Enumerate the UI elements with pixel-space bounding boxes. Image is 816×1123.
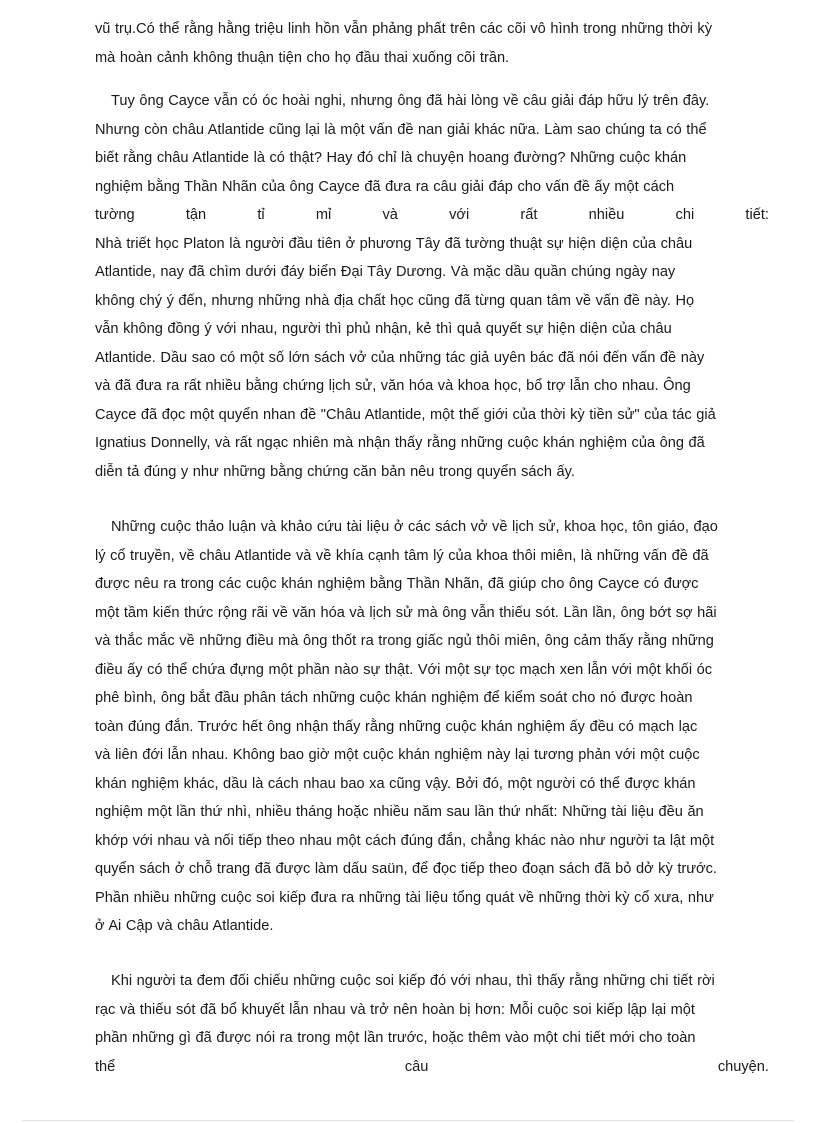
paragraph-line: Atlantide, nay đã chìm dưới đáy biển Đại Tây Dương. Và mặc dầu quần chúng ngày nay	[95, 264, 676, 280]
paragraph-line: mà hoàn cảnh không thuận tiện cho họ đầu thai xuống cõi trần.	[95, 49, 510, 66]
paragraph-line: diễn tả đúng y như những bằng chứng căn bản nêu trong quyển sách ấy.	[95, 463, 575, 480]
paragraph-line: một tầm kiến thức rộng rãi về văn hóa và lịch sử mà ông vẫn thiếu sót. Lần lần, ông bớt sợ hãi	[95, 604, 717, 621]
paragraph-line: phần những gì đã được nói ra trong một lần trước, hoặc thêm vào một chi tiết mới cho toàn	[95, 1030, 696, 1046]
paragraph-line: không chý ý đến, nhưng những nhà địa chất học cũng đã từng quan tâm về vấn đề này. Họ	[95, 292, 695, 309]
word: thể	[95, 1058, 116, 1075]
paragraph-line: khớp với nhau và nối tiếp theo nhau một cách đúng đắn, chẳng khác nào như người ta lật một	[95, 832, 715, 849]
paragraph-line: điều ấy có thể chứa đựng một phần nào sự thật. Với một sự tọc mạch xen lẫn với một khối óc	[95, 661, 713, 678]
paragraph-3	[95, 513, 769, 941]
justified-line	[95, 1053, 769, 1082]
word: tỉ	[257, 207, 265, 223]
justified-line	[95, 201, 769, 230]
word: và	[382, 207, 398, 223]
paragraph-line: vũ trụ.Có thể rằng hằng triệu linh hồn vẫn phảng phất trên các cõi vô hình trong những thời kỳ	[95, 21, 713, 37]
page-bottom-divider	[22, 1120, 794, 1121]
paragraph-line: và thắc mắc về những điều mà ông thốt ra trong giấc ngủ thôi miên, ông cảm thấy rằng những	[95, 633, 714, 649]
paragraph-line: Tuy ông Cayce vẫn có óc hoài nghi, nhưng ông đã hài lòng về câu giải đáp hữu lý trên đây.	[111, 93, 710, 109]
paragraph-line: lý cổ truyền, về châu Atlantide và về khía cạnh tâm lý của khoa thôi miên, là những vấn đề đã	[95, 547, 709, 564]
paragraph-line: và đã đưa ra rất nhiều bằng chứng lịch sử, văn hóa và khoa học, bổ trợ lẫn cho nhau. Ông	[95, 378, 691, 394]
word: nhiều	[588, 207, 625, 223]
paragraph-line: nghiệm bằng Thần Nhãn của ông Cayce đã đưa ra câu giải đáp cho vấn đề ấy một cách	[95, 178, 675, 195]
paragraph-line: rạc và thiếu sót đã bổ khuyết lẫn nhau và trở nên hoàn bị hơn: Mỗi cuộc soi kiếp lập lại một	[95, 1001, 695, 1018]
paragraph-line: Cayce đã đọc một quyển nhan đề "Châu Atlantide, một thế giới của thời kỳ tiền sử" của tác giả	[95, 406, 716, 423]
paragraph-2	[95, 87, 769, 486]
paragraph-line: phê bình, ông bắt đầu phân tách những cuộc khán nghiệm để kiểm soát cho nó được hoàn	[95, 690, 693, 706]
paragraph-line: khán nghiệm khác, dầu là cách nhau bao xa cũng vậy. Bởi đó, một người có thể được khán	[95, 775, 696, 792]
word: chuyện.	[717, 1058, 769, 1075]
paragraph-line: Khi người ta đem đối chiếu những cuộc soi kiếp đó với nhau, thì thấy rằng những chi tiết rời	[111, 973, 715, 989]
paragraph-line: vẫn không đồng ý với nhau, người thì phủ nhận, kẻ thì quả quyết sự hiện diện của châu	[95, 321, 672, 337]
word: rất	[520, 207, 538, 223]
word: mỉ	[315, 207, 332, 223]
paragraph-line: Ignatius Donnelly, và rất ngạc nhiên mà nhận thấy rằng những cuộc khán nghiệm của ông đã	[95, 435, 705, 451]
word: tận	[185, 207, 207, 223]
paragraph-line: quyển sách ở chỗ trang đã được làm dấu saün, để đọc tiếp theo đoạn sách đã bỏ dở kỳ trước.	[95, 861, 717, 877]
paragraph-line: biết rằng châu Atlantide là có thật? Hay đó chỉ là chuyện hoang đường? Những cuộc khán	[95, 150, 687, 166]
paragraph-4	[95, 967, 769, 1081]
paragraph-line: Phần nhiều những cuộc soi kiếp đưa ra những tài liệu tổng quát về những thời kỳ cổ xưa, như	[95, 889, 714, 906]
word: câu	[404, 1058, 429, 1075]
paragraph-line: Những cuộc thảo luận và khảo cứu tài liệu ở các sách vở về lịch sử, khoa học, tôn giáo, đạo	[111, 519, 718, 535]
paragraph-1	[95, 15, 769, 72]
paragraph-line: Nhà triết học Platon là người đầu tiên ở phương Tây đã tường thuật sự hiện diện của châu	[95, 235, 693, 252]
paragraph-line: Atlantide. Dầu sao có một số lớn sách vở của những tác giả uyên bác đã nói đến vấn đề này	[95, 349, 705, 366]
paragraph-line: Nhưng còn châu Atlantide cũng lại là một vấn đề nan giải khác nữa. Làm sao chúng ta có thể	[95, 121, 707, 138]
word: chi	[675, 207, 695, 223]
paragraph-line: ở Ai Cập và châu Atlantide.	[95, 918, 274, 934]
word: tiết:	[745, 207, 769, 223]
word: tường	[95, 207, 135, 223]
paragraph-line: nghiệm một lần thứ nhì, nhiều tháng hoặc nhiều năm sau lần thứ nhất: Những tài liệu đều ăn	[95, 804, 704, 820]
paragraph-line: và liên đới lẫn nhau. Không bao giờ một cuộc khán nghiệm này lại tương phản với một cuộc	[95, 747, 700, 763]
paragraph-line: toàn đúng đắn. Trước hết ông nhận thấy rằng những cuộc khán nghiệm ấy đều có mạch lạc	[95, 718, 698, 735]
word: với	[449, 207, 470, 223]
paragraph-line: được nêu ra trong các cuộc khán nghiệm bằng Thần Nhãn, đã giúp cho ông Cayce có được	[95, 576, 699, 592]
